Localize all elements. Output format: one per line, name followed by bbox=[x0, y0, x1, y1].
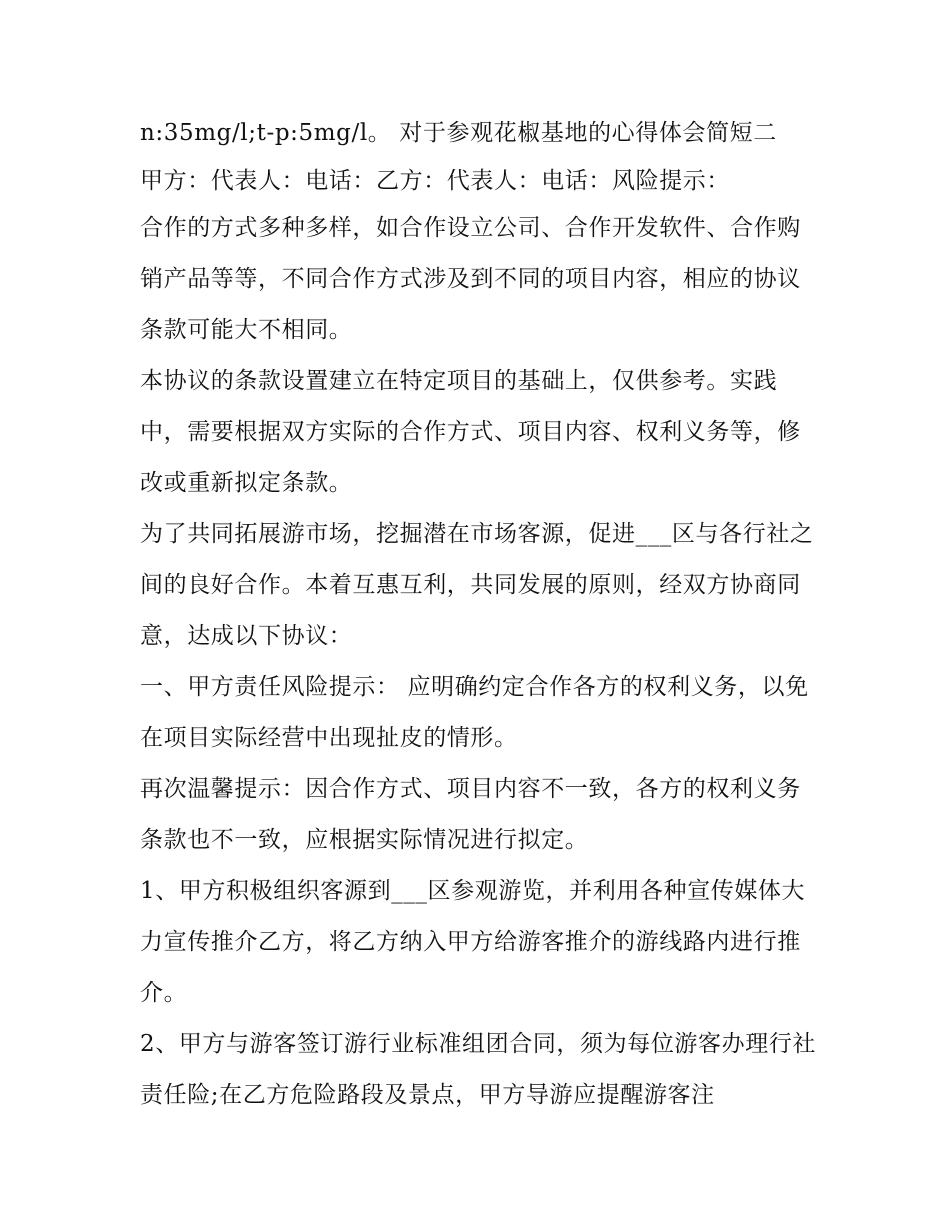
paragraph-3: 合作的方式多种多样，如合作设立公司、合作开发软件、合作购销产品等等，不同合作方式涉及到不同的项目内容，相应的协议条款可能大不相同。 bbox=[140, 215, 801, 343]
paragraph-2: 甲方：代表人：电话：乙方：代表人：电话：风险提示： bbox=[140, 168, 730, 194]
paragraph-7: 再次温馨提示：因合作方式、项目内容不一致，各方的权利义务条款也不一致，应根据实际情况进行拟定。 bbox=[140, 776, 801, 853]
document-page bbox=[140, 108, 820, 1121]
paragraph-4: 本协议的条款设置建立在特定项目的基础上，仅供参考。实践中，需要根据双方实际的合作方式、项目内容、权利义务等，修改或重新拟定条款。 bbox=[140, 368, 801, 496]
paragraph-6: 一、甲方责任风险提示： 应明确约定合作各方的权利义务，以免在项目实际经营中出现扯皮的情形。 bbox=[140, 674, 809, 751]
paragraph-5: 为了共同拓展游市场，挖掘潜在市场客源，促进___区与各行社之间的良好合作。本着互惠互利，共同发展的原则，经双方协商同意，达成以下协议： bbox=[140, 521, 814, 649]
paragraph-1: n:35mg/l;t-p:5mg/l。 对于参观花椒基地的心得体会简短二 bbox=[140, 120, 777, 146]
paragraph-8: 1、甲方积极组织客源到___区参观游览，并利用各种宣传媒体大力宣传推介乙方，将乙方纳入甲方给游客推介的游线路内进行推介。 bbox=[140, 878, 806, 1006]
paragraph-9: 2、甲方与游客签订游行业标准组团合同，须为每位游客办理行社责任险;在乙方危险路段及景点，甲方导游应提醒游客注 bbox=[140, 1031, 817, 1108]
